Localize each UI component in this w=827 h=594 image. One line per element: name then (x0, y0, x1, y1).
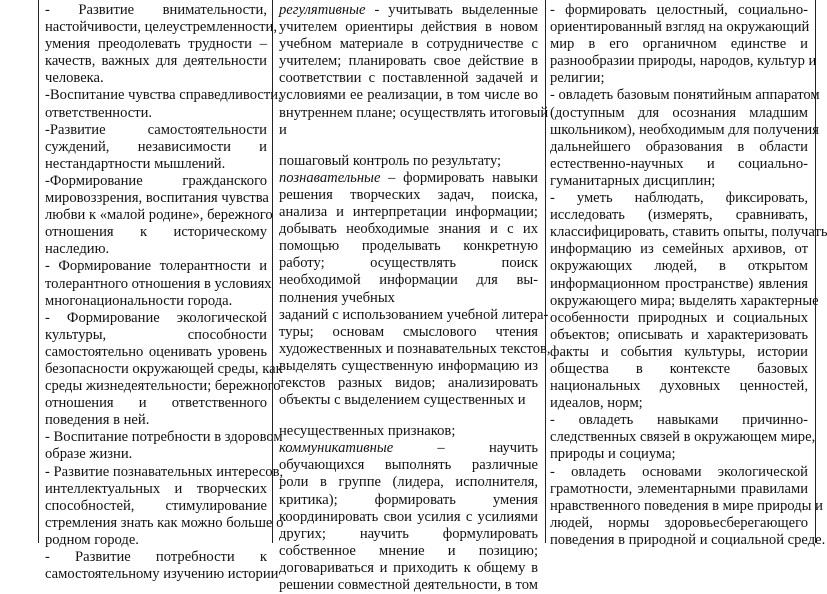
text-line: следственных связей в окружающем мире, (550, 429, 816, 446)
text-line: нравственного поведения в мире природы и (550, 497, 823, 514)
text-line: соответствии с поставленной задачей и (279, 70, 538, 87)
text-line: -Развитие самостоятельности (45, 121, 267, 138)
text-line: интеллектуальных и творческих (45, 480, 267, 497)
text-line: наследию. (45, 241, 110, 258)
text-line: природы и социума; (550, 446, 676, 463)
text-line: договариваться и приходить к общему в (279, 559, 538, 576)
text-line: ответственности. (45, 104, 153, 121)
text-line: многонациональности города. (45, 292, 233, 309)
text-line: отношения к историческому (45, 224, 267, 241)
text-line: поведения в природной и социальной среде. (550, 531, 826, 548)
text-line: роли в группе (лидера, исполнителя, (279, 474, 538, 491)
text-line: качеств, важных для деятельности (45, 53, 267, 70)
text-line: - овладеть базовым понятийным аппаратом (550, 87, 820, 104)
text-line: гуманитарных дисциплин; (550, 172, 716, 189)
text-line: и (279, 121, 287, 138)
text-line: - Развитие познавательных интересов, (45, 463, 284, 480)
text-line: людей, нормы здоровьесберегающего (550, 514, 808, 531)
communicative-block (279, 423, 538, 594)
text-line: -Воспитание чувства справедливости, (45, 87, 282, 104)
text-line: - Развитие потребности к (45, 549, 267, 565)
text-line: окружающего мира; выделять характерные (550, 292, 819, 309)
text-line: самостоятельному изучению истории (45, 566, 279, 583)
text-line: нестандартности мышлений. (45, 155, 226, 172)
text-line: родном городе. (45, 531, 139, 548)
text-line: информацию из семейных архивов, от (550, 241, 808, 258)
text-line: работу; осуществлять поиск (279, 255, 538, 272)
text-line: координировать свои усилия с усилиями (279, 508, 538, 525)
text-line: решении совместной деятельности, в том (279, 577, 538, 593)
text-line: добывать необходимые знания и с их (279, 221, 538, 238)
text-line: решения творческих задач, поиска, (279, 186, 538, 203)
text-line: безопасности окружающей среды, как (45, 360, 283, 377)
text-line: - овладеть основами экологической (550, 463, 808, 480)
text-line: особенности природных и социальных (550, 309, 808, 326)
table-border-left (38, 0, 39, 543)
text-line: информационном пространстве) явления (550, 275, 808, 292)
table-border-col1-col2 (272, 0, 273, 543)
text-line: поведения в ней. (45, 412, 150, 429)
text-line: -Формирование гражданского (45, 172, 267, 189)
text-line: классифицировать, ставить опыты, получать (550, 224, 827, 241)
column-subject-results (550, 2, 827, 548)
text-line: условиями ее реализации, в том числе во (279, 87, 538, 104)
text-line: других; научить формулировать (279, 525, 538, 542)
text-line: - уметь наблюдать, фиксировать, (550, 190, 808, 207)
text-line: исследовать (измерять, сравнивать, (550, 207, 808, 224)
text-line: среды жизнедеятельности; бережного (45, 378, 281, 395)
text-line: познавательные – формировать навыки (279, 169, 538, 186)
text-line: национальных духовных ценностей, (550, 378, 808, 395)
text-line: полнения учебных (279, 289, 395, 306)
table-border-col2-col3 (545, 0, 546, 543)
cognitive-block (279, 152, 551, 409)
text-line: несущественных признаков; (279, 423, 456, 440)
text-line: идеалов, норм; (550, 395, 643, 412)
text-line: естественно-научных и социально- (550, 155, 808, 172)
text-line: человека. (45, 70, 104, 87)
text-line: грамотности, элементарными правилами (550, 480, 808, 497)
text-line: собственное мнение и позицию; (279, 542, 538, 559)
text-line: выделять существенную информацию из (279, 357, 538, 374)
text-line: образе жизни. (45, 446, 133, 463)
regulative-block (279, 2, 549, 139)
text-line: мировоззрения, воспитания чувства (45, 190, 269, 207)
text-line: суждений, независимости и (45, 138, 267, 155)
text-line: самостоятельно оценивать уровень (45, 343, 267, 360)
text-line: - Формирование экологической (45, 309, 267, 326)
text-line: разнообразии природы, народов, культур и (550, 53, 817, 70)
text-line: критика); формировать умения (279, 491, 538, 508)
text-line: - Развитие внимательности, (45, 2, 267, 18)
block-spacer (279, 409, 538, 423)
text-line: способностей, стимулирование (45, 497, 267, 514)
text-line: необходимой информации для вы- (279, 272, 538, 289)
text-line: школьником), необходимым для получения (550, 121, 819, 138)
text-line: культуры, способности (45, 326, 267, 343)
text-line: текстов разных видов; анализировать (279, 374, 538, 391)
text-line: заданий с использованием учебной литера- (279, 306, 549, 323)
text-line: окружающих людей, в открытом (550, 258, 808, 275)
text-line: объекты с выделением существенных и (279, 392, 526, 409)
text-line: дальнейшего образования в области (550, 138, 808, 155)
text-line: ориентированный взгляд на окружающий (550, 19, 810, 36)
text-line: художественных и познавательных текстов, (279, 340, 551, 357)
table-border-right (815, 0, 816, 543)
text-line: умения преодолевать трудности – (45, 36, 267, 53)
text-line: факты и события культуры, истории (550, 343, 808, 360)
text-line: религии; (550, 70, 605, 87)
text-line: обучающихся выполнять различные (279, 457, 538, 474)
text-line: коммуникативные – научить (279, 440, 538, 457)
column-personal-results (45, 2, 284, 583)
text-line: - Воспитание потребности в здоровом (45, 429, 283, 446)
text-line: - овладеть навыками причинно- (550, 412, 808, 429)
text-line: учителем ориентиры действия в новом (279, 19, 538, 36)
text-line: любви к «малой родине», бережного (45, 207, 273, 224)
text-line: - формировать целостный, социально- (550, 2, 808, 18)
text-line: пошаговый контроль по результату; (279, 152, 502, 169)
text-line: помощью проделывать конкретную (279, 238, 538, 255)
text-line: учителем; планировать свое действие в (279, 53, 538, 70)
text-line: объектов; описывать и характеризовать (550, 326, 808, 343)
column-metasubject-results (279, 2, 551, 593)
text-line: туры; основам смыслового чтения (279, 323, 538, 340)
text-line: настойчивости, целеустремленности, (45, 19, 277, 36)
text-line: мир в его органичном единстве и (550, 36, 808, 53)
text-line: общества в контексте базовых (550, 360, 808, 377)
text-line: внутреннем плане; осуществлять итоговый (279, 104, 549, 121)
text-line: отношения и ответственного (45, 395, 267, 412)
text-line: анализа и интерпретации информации; (279, 204, 538, 221)
text-line: регулятивные - учитывать выделенные (279, 2, 538, 18)
text-line: (доступным для осознания младшим (550, 104, 808, 121)
text-line: учебном материале в сотрудничестве с (279, 36, 538, 53)
text-line: толерантного отношения в условиях (45, 275, 272, 292)
block-spacer (279, 139, 538, 153)
text-line: - Формирование толерантности и (45, 258, 267, 275)
text-line: стремления знать как можно больше о (45, 514, 284, 531)
